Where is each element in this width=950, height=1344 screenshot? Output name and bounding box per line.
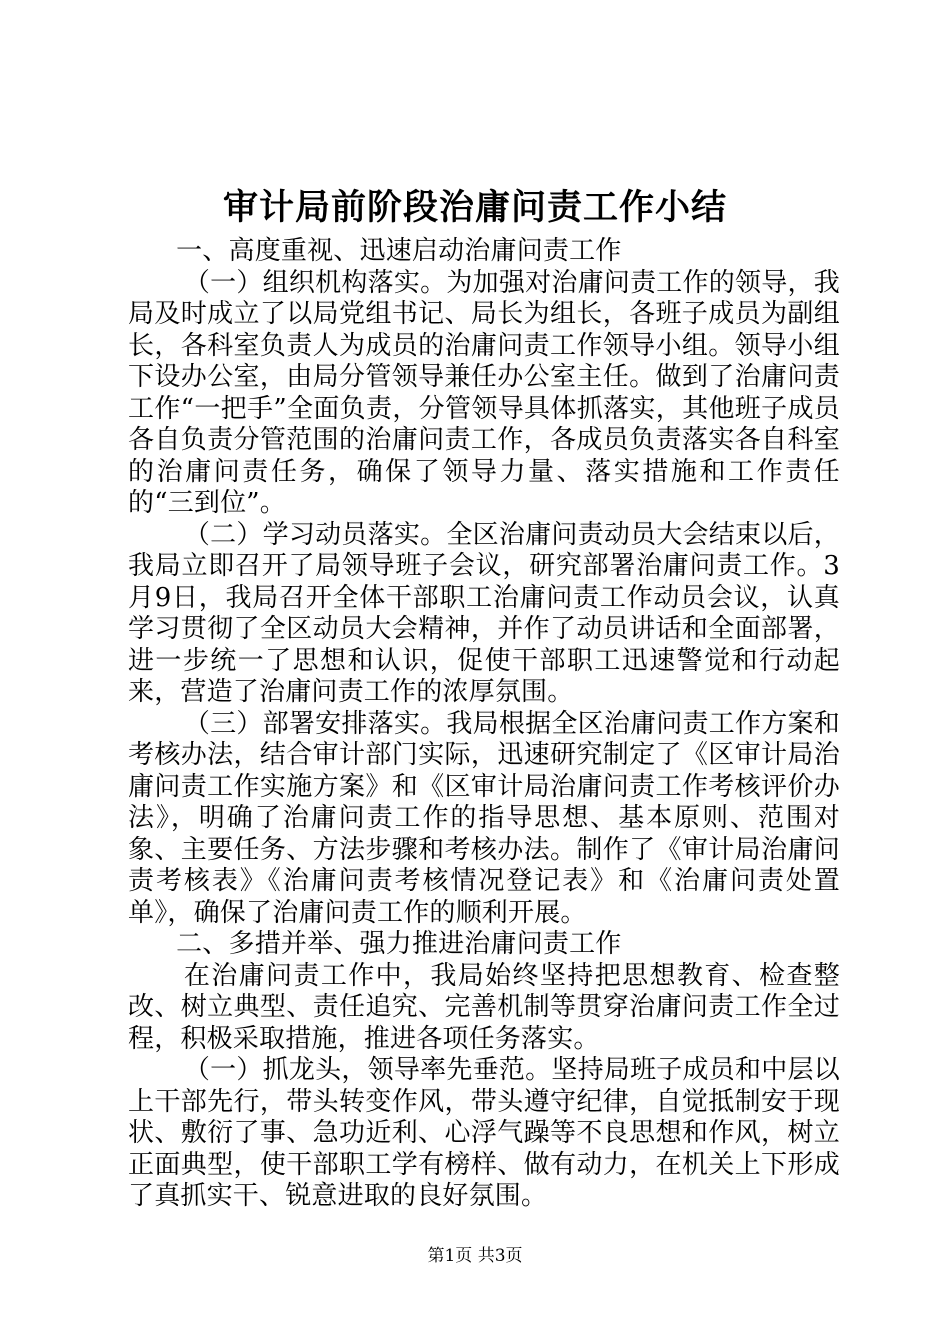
document-title: 审计局前阶段治庸问责工作小结 (222, 187, 727, 228)
paragraph-leadership: （一）抓龙头，领导率先垂范。坚持局班子成员和中层以上干部先行，带头转变作风，带头遵守纪律，自觉抵制安于现状、敷衍了事、急功近利、心浮气躁等不良思想和作风，树立正面典型，使干部职工学有榜样、做有动力，在机关上下形成了真抓实干、锐意进取的良好氛围。 (128, 1055, 840, 1211)
paragraph-mobilization: （二）学习动员落实。全区治庸问责动员大会结束以后，我局立即召开了局领导班子会议，研究部署治庸问责工作。3月9日，我局召开全体干部职工治庸问责工作动员会议，认真学习贯彻了全区动员大会精神，并作了动员讲话和全面部署，进一步统一了思想和认识，促使干部职工迅速警觉和行动起来，营造了治庸问责工作的浓厚氛围。 (128, 519, 840, 707)
paragraph-organization: （一）组织机构落实。为加强对治庸问责工作的领导，我局及时成立了以局党组书记、局长为组长，各班子成员为副组长，各科室负责人为成员的治庸问责工作领导小组。领导小组下设办公室，由局分管领导兼任办公室主任。做到了治庸问责工作“一把手”全面负责，分管领导具体抓落实，其他班子成员各自负责分管范围的治庸问责工作，各成员负责落实各自科室的治庸问责任务，确保了领导力量、落实措施和工作责任的“三到位”。 (128, 267, 840, 518)
section-heading-1: 一、高度重视、迅速启动治庸问责工作 (176, 236, 622, 266)
document-body (128, 236, 840, 1213)
page-number-footer: 第1页 共3页 (427, 1246, 523, 1266)
section-heading-2: 二、多措并举、强力推进治庸问责工作 (176, 929, 622, 959)
paragraph-measures-intro: 在治庸问责工作中，我局始终坚持把思想教育、检查整改、树立典型、责任追究、完善机制等贯穿治庸问责工作全过程，积极采取措施，推进各项任务落实。 (128, 960, 840, 1054)
paragraph-deployment: （三）部署安排落实。我局根据全区治庸问责工作方案和考核办法，结合审计部门实际，迅速研究制定了《区审计局治庸问责工作实施方案》和《区审计局治庸问责工作考核评价办法》，明确了治庸问责工作的指导思想、基本原则、范围对象、主要任务、方法步骤和考核办法。制作了《审计局治庸问责考核表》《治庸问责考核情况登记表》和《治庸问责处置单》，确保了治庸问责工作的顺利开展。 (128, 708, 840, 928)
